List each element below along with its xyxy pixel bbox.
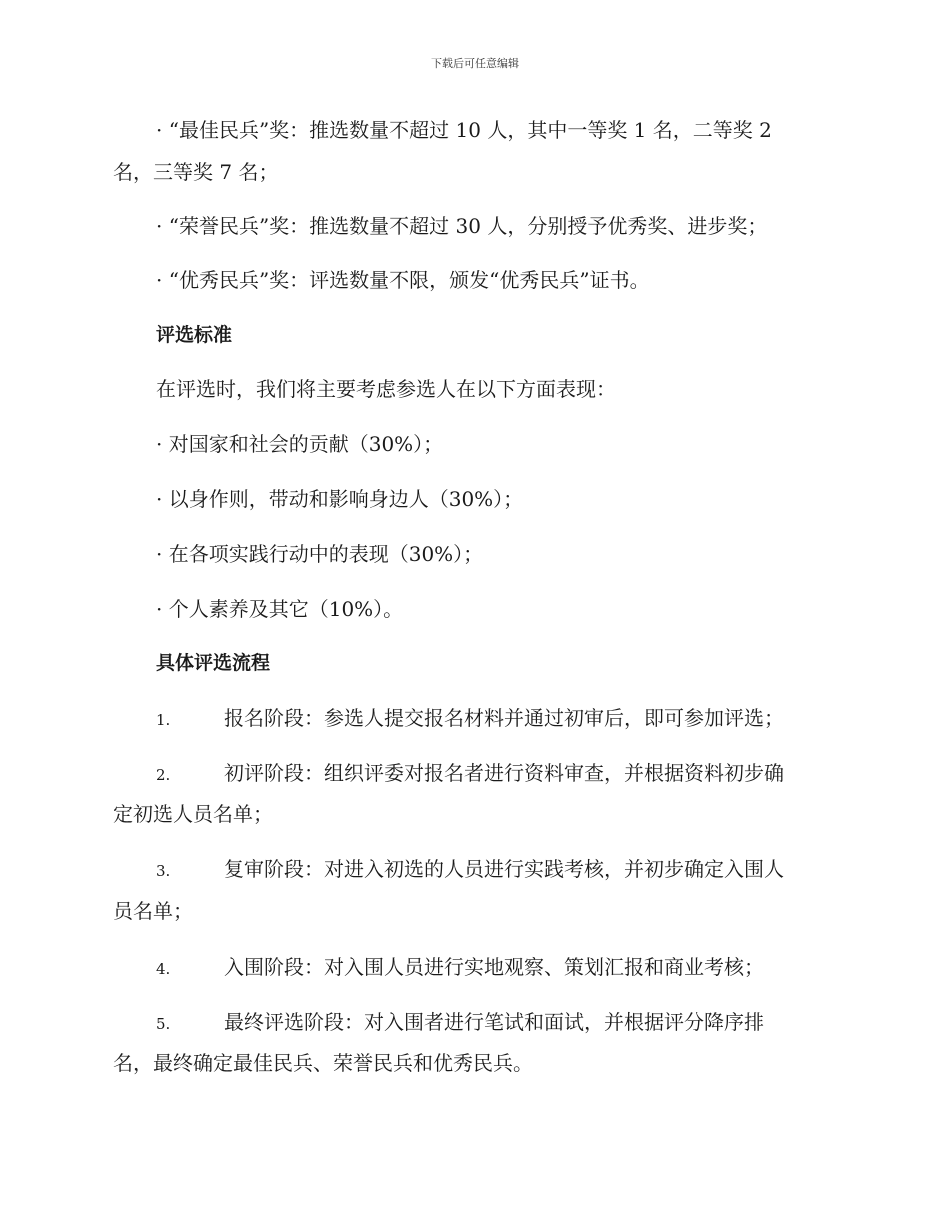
- criteria-item: · 以身作则，带动和影响身边人（30%）；: [156, 487, 524, 511]
- step-number: 3.: [156, 862, 171, 880]
- award-best-line2: 名，三等奖 7 名；: [113, 160, 279, 184]
- process-step-3: [156, 857, 784, 883]
- criteria-intro: 在评选时，我们将主要考虑参选人在以下方面表现：: [156, 377, 616, 401]
- criteria-item: · 对国家和社会的贡献（30%）；: [156, 432, 444, 456]
- criteria-item: · 个人素养及其它（10%）。: [156, 597, 404, 621]
- step-number: 1.: [156, 711, 171, 729]
- step-number: 5.: [156, 1015, 171, 1033]
- step-text: 入围阶段：对入围人员进行实地观察、策划汇报和商业考核；: [224, 955, 764, 979]
- process-step-5: [156, 1010, 764, 1036]
- step-text: 复审阶段：对进入初选的人员进行实践考核，并初步确定入围人: [224, 857, 784, 881]
- process-step-1: [156, 706, 784, 732]
- criteria-item: · 在各项实践行动中的表现（30%）；: [156, 542, 484, 566]
- award-honor: · “荣誉民兵”奖：推选数量不超过 30 人，分别授予优秀奖、进步奖；: [156, 214, 768, 238]
- award-excellent: · “优秀民兵”奖：评选数量不限，颁发“优秀民兵”证书。: [156, 268, 650, 292]
- step-text: 报名阶段：参选人提交报名材料并通过初审后，即可参加评选；: [224, 706, 784, 730]
- step-text: 最终评选阶段：对入围者进行笔试和面试，并根据评分降序排: [224, 1010, 764, 1034]
- process-step-3-cont: 员名单；: [113, 899, 193, 923]
- page-header: 下载后可任意编辑: [431, 57, 519, 70]
- process-step-2-cont: 定初选人员名单；: [113, 802, 273, 826]
- step-number: 4.: [156, 960, 171, 978]
- process-step-5-cont: 名，最终确定最佳民兵、荣誉民兵和优秀民兵。: [113, 1051, 533, 1075]
- step-number: 2.: [156, 766, 171, 784]
- step-text: 初评阶段：组织评委对报名者进行资料审查，并根据资料初步确: [224, 761, 784, 785]
- process-step-2: [156, 761, 784, 787]
- process-heading: 具体评选流程: [156, 652, 271, 674]
- process-step-4: [156, 955, 764, 981]
- award-best-line1: · “最佳民兵”奖：推选数量不超过 10 人，其中一等奖 1 名，二等奖 2: [156, 118, 772, 142]
- criteria-heading: 评选标准: [156, 324, 233, 346]
